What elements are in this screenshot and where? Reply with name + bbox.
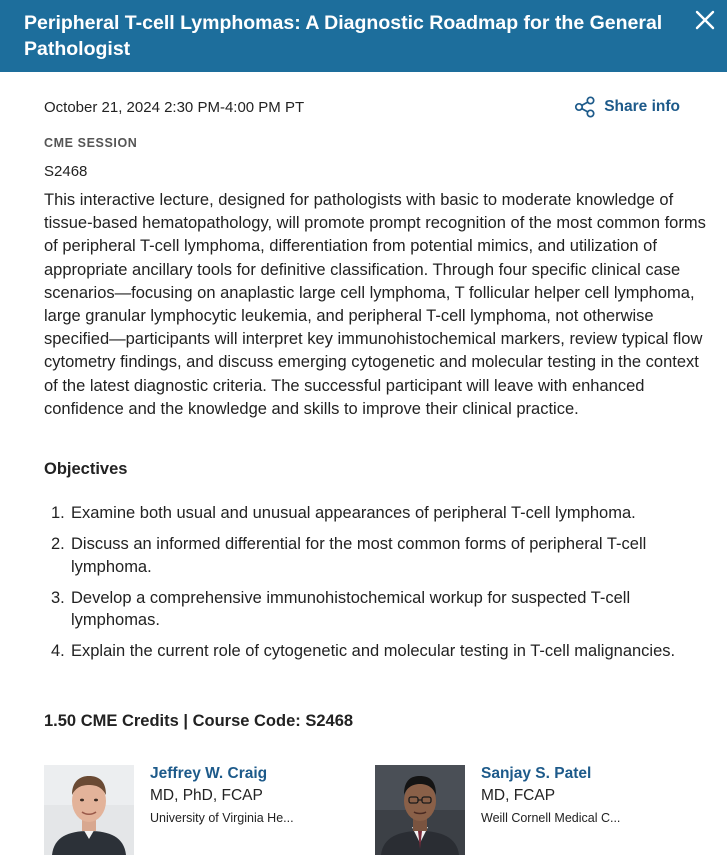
objectives-heading: Objectives — [44, 460, 128, 478]
faculty-card — [375, 765, 675, 855]
objective-number: 4. — [51, 642, 65, 660]
page-title: Peripheral T-cell Lymphomas: A Diagnostic Roadmap for the General Pathologist — [24, 12, 663, 60]
session-code: S2468 — [44, 163, 88, 180]
faculty-photo — [44, 765, 134, 855]
portrait-image — [375, 765, 465, 855]
faculty-name[interactable]: Sanjay S. Patel — [481, 765, 592, 782]
objective-item — [44, 640, 708, 663]
share-info-label: Share info — [604, 98, 680, 115]
close-icon — [695, 10, 715, 30]
objective-number: 1. — [51, 504, 65, 522]
objectives-list — [44, 502, 708, 671]
objective-text: Discuss an informed differential for the most common forms of peripheral T-cell lymphoma. — [71, 535, 647, 576]
share-icon — [574, 96, 596, 118]
objective-item — [44, 502, 708, 525]
close-button[interactable] — [691, 6, 719, 34]
date-row — [44, 98, 708, 118]
objective-number: 2. — [51, 535, 65, 553]
share-info-button[interactable] — [574, 96, 680, 118]
credits-line: 1.50 CME Credits | Course Code: S2468 — [44, 712, 354, 730]
objective-number: 3. — [51, 588, 65, 607]
session-datetime: October 21, 2024 2:30 PM-4:00 PM PT — [44, 99, 305, 116]
modal-header — [0, 0, 727, 72]
session-description: This interactive lecture, designed for pathologists with basic to moderate knowledge of tissue-based hematopathology, will promote prompt recognition of the most common forms of peripheral T-cell lymphoma, differentiation from potential mimics, and utilization of appropriate ancillary tools for definitive classification. Through four specific clinical case scenarios—focusing on anaplastic large cell lymphoma, T follicular helper cell lymphoma, large granular lymphocytic leukemia, and peripheral T-cell lymphoma, not otherwise specified—participants will interpret key immunohistochemical markers, review typical flow cytometry findings, and discuss emerging cytogenetic and molecular testing in the context of the latest diagnostic criteria. The successful participant will leave with enhanced confidence and the knowledge and skills to improve their clinical practice. — [44, 191, 706, 418]
faculty-card — [44, 765, 344, 855]
faculty-credentials: MD, FCAP — [481, 787, 556, 804]
objective-text: Examine both usual and unusual appearances of peripheral T-cell lymphoma. — [71, 504, 636, 522]
faculty-credentials: MD, PhD, FCAP — [150, 787, 263, 804]
objective-text: Explain the current role of cytogenetic and molecular testing in T-cell malignancies. — [71, 642, 676, 660]
session-type-label: CME SESSION — [44, 136, 138, 150]
faculty-photo — [375, 765, 465, 855]
portrait-image — [44, 765, 134, 855]
objective-item — [44, 587, 708, 632]
faculty-institution: University of Virginia He... — [150, 811, 294, 825]
faculty-name[interactable]: Jeffrey W. Craig — [150, 765, 268, 782]
objective-text: Develop a comprehensive immunohistochemical workup for suspected T-cell lymphomas. — [71, 588, 631, 629]
objective-item — [44, 533, 708, 578]
faculty-institution: Weill Cornell Medical C... — [481, 811, 621, 825]
